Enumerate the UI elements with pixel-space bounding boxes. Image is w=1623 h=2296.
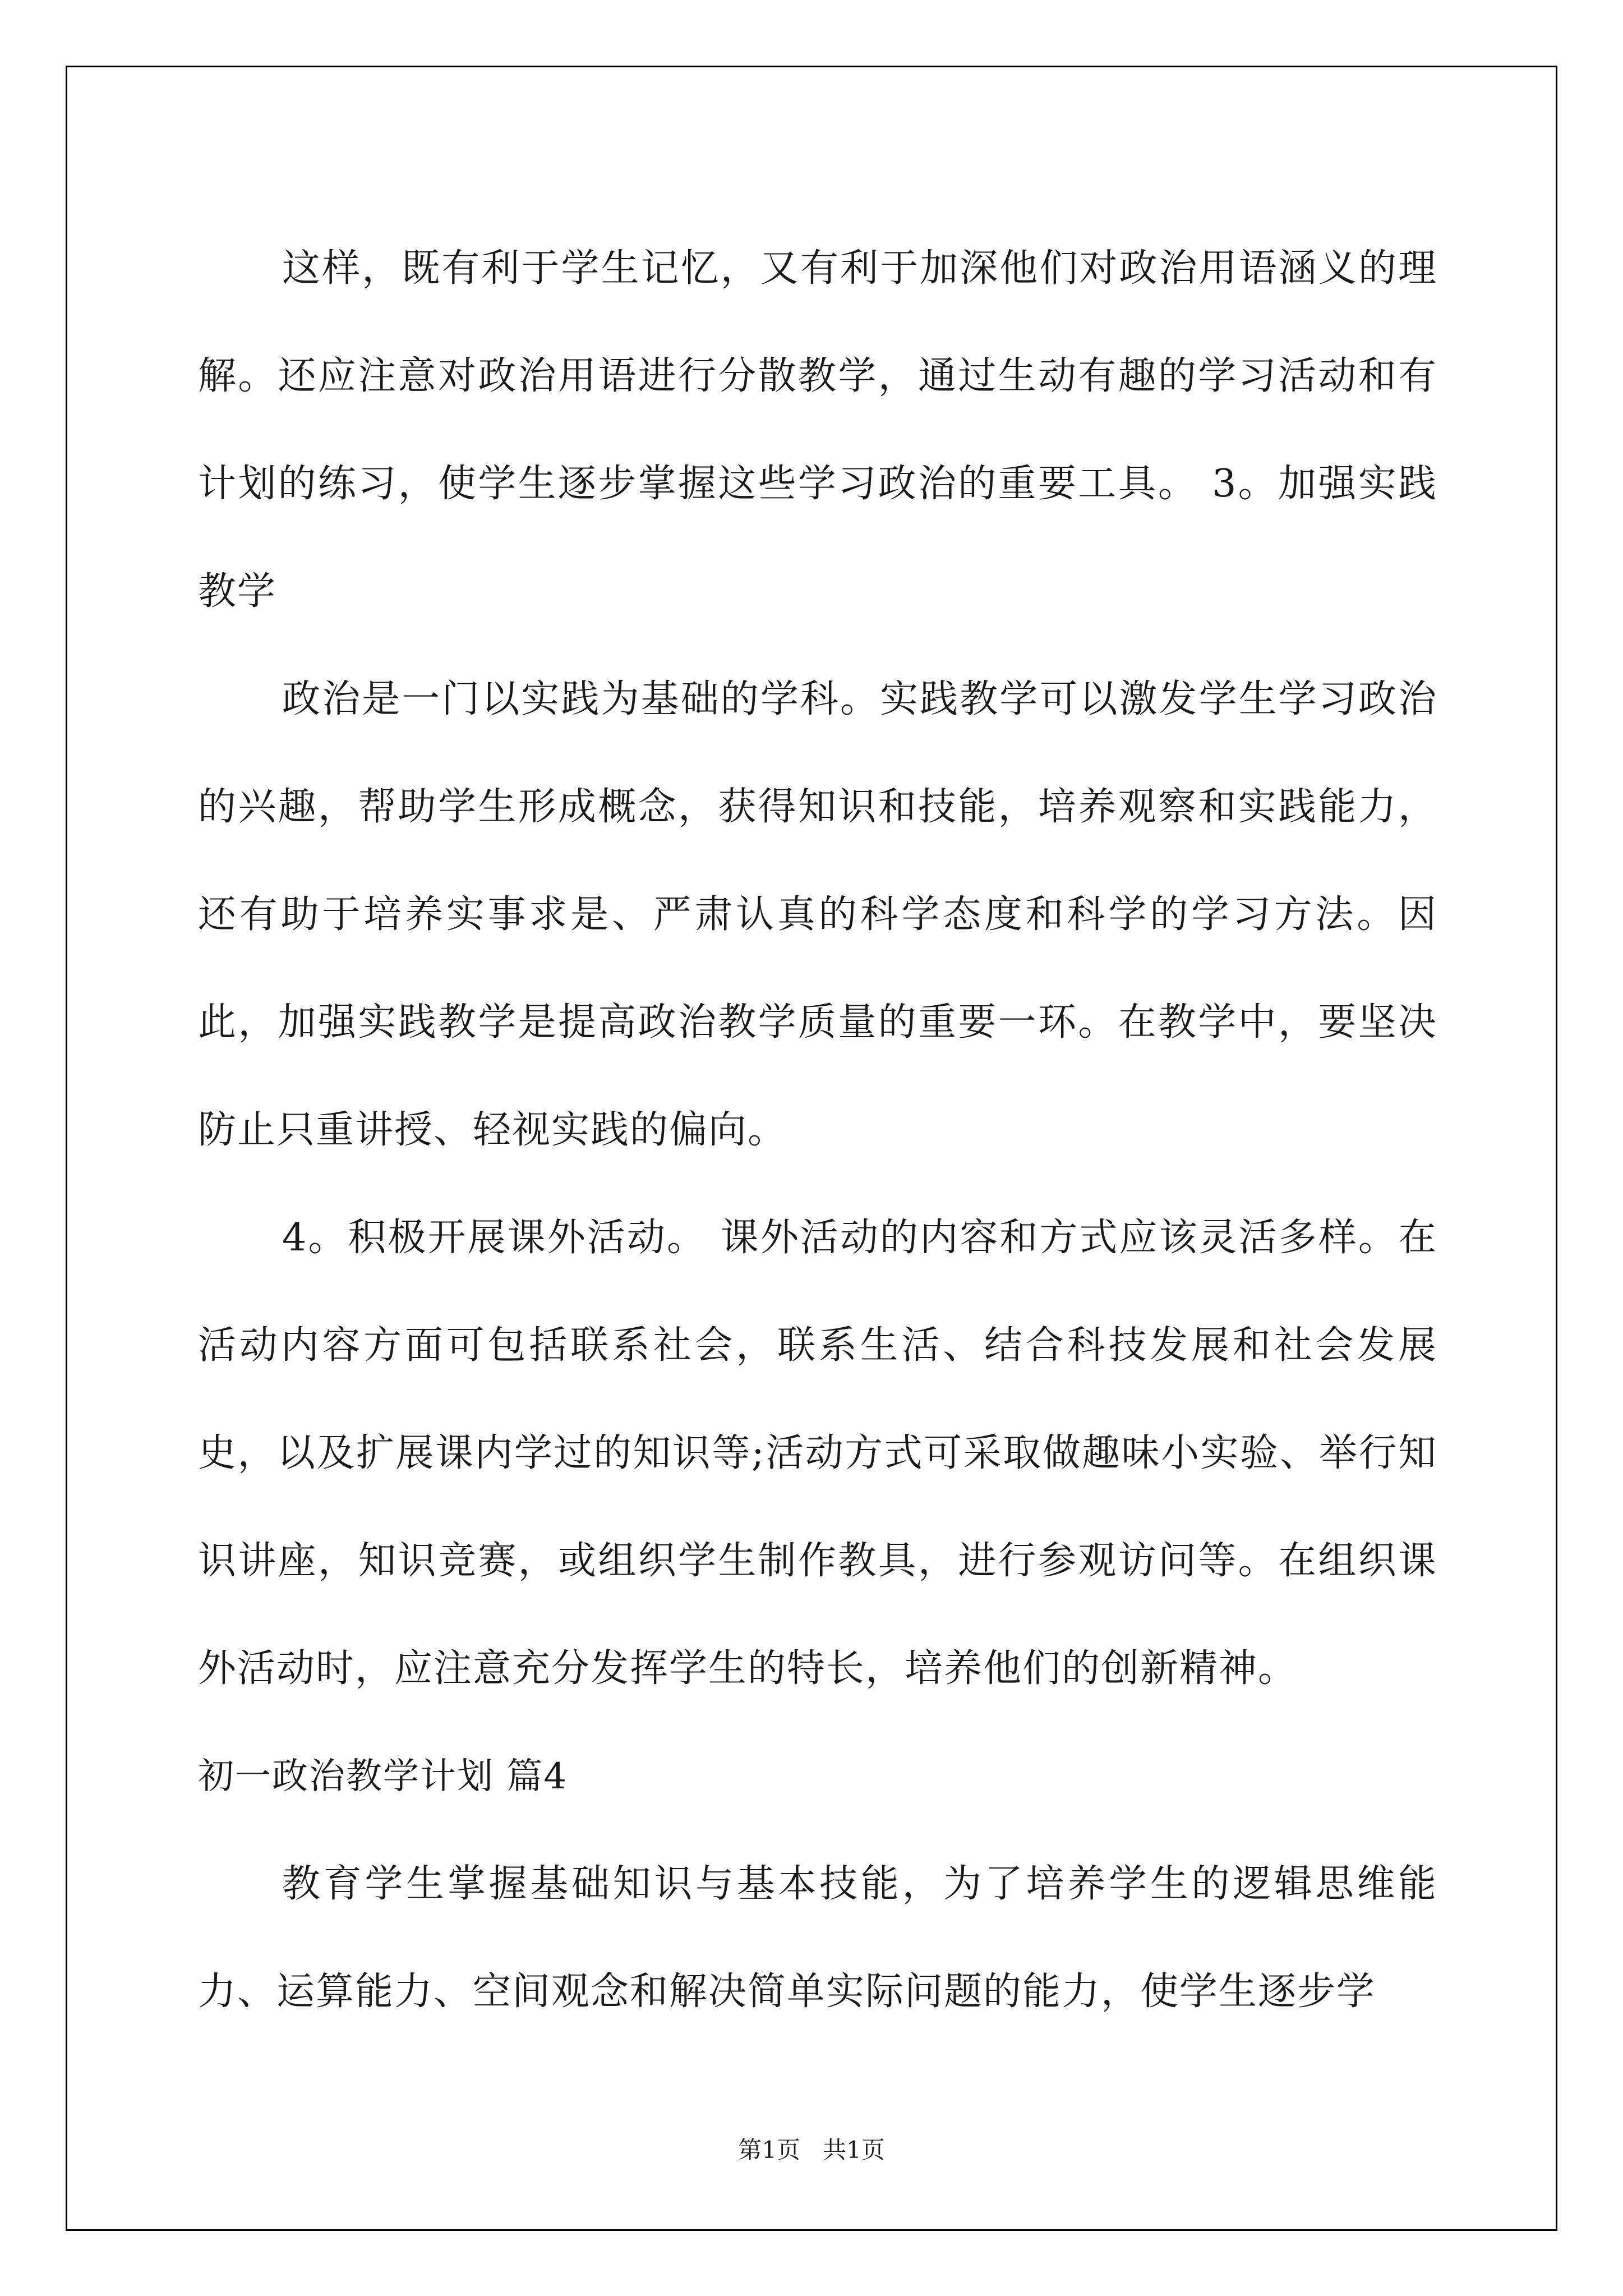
paragraph-4: 教育学生掌握基础知识与基本技能，为了培养学生的逻辑思维能力、运算能力、空间观念和解决简单实际问题的能力，使学生逐步学 [198,1862,1437,2014]
document-body [198,215,1437,2046]
paragraph-2: 政治是一门以实践为基础的学科。实践教学可以激发学生学习政治的兴趣，帮助学生形成概念，获得知识和技能，培养观察和实践能力，还有助于培养实事求是、严肃认真的科学态度和科学的学习方法。因此，加强实践教学是提高政治教学质量的重要一环。在教学中，要坚决防止只重讲授、轻视实践的偏向。 [198,677,1437,1152]
paragraph-1: 这样，既有利于学生记忆，又有利于加深他们对政治用语涵义的理解。还应注意对政治用语进行分散教学，通过生动有趣的学习活动和有计划的练习，使学生逐步掌握这些学习政治的重要工具。 3。加强实践教学 [198,246,1437,614]
page-footer: 第1页 共1页 [738,2136,885,2164]
paragraph-3: 4。积极开展课外活动。 课外活动的内容和方式应该灵活多样。在活动内容方面可包括联系社会，联系生活、结合科技发展和社会发展史，以及扩展课内学过的知识等;活动方式可采取做趣味小实验、举行知识讲座，知识竞赛，或组织学生制作教具，进行参观访问等。在组织课外活动时，应注意充分发挥学生的特长，培养他们的创新精神。 [198,1216,1437,1691]
section-heading: 初一政治教学计划 篇4 [198,1756,568,1797]
